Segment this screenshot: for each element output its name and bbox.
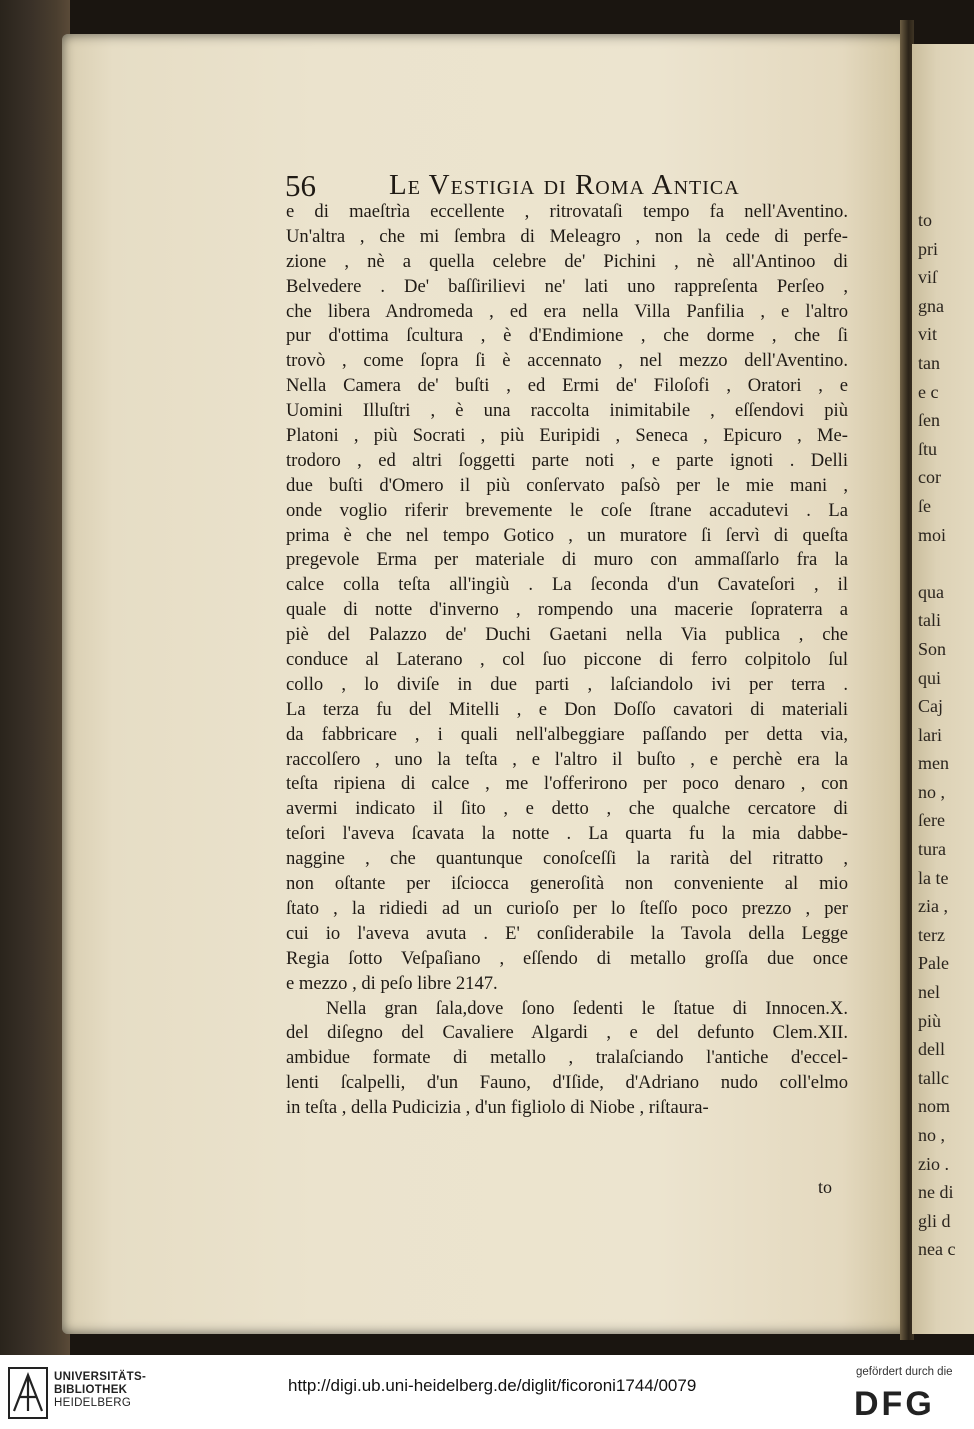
right-page-fragment: ne di: [918, 1182, 954, 1203]
text-line: raccolſero , uno la teſta , e l'altro il buſto , e perchè era la: [286, 748, 848, 770]
right-page-fragment: viſ: [918, 267, 938, 288]
dfg-logo: DFG: [854, 1385, 935, 1423]
text-line: collo , lo diviſe in due parti , laſciandolo ivi per terra .: [286, 673, 848, 695]
institution-line-1: UNIVERSITÄTS-: [54, 1371, 147, 1383]
right-page-fragment: gli d: [918, 1210, 951, 1231]
book-binding: [0, 0, 70, 1355]
right-page-fragment: ſtu: [918, 438, 938, 459]
right-page-fragment: gna: [918, 295, 944, 316]
text-line: prima è che nel tempo Gotico , un muratore ſi ſervì di queſta: [286, 524, 848, 546]
text-line: Nella gran ſala,dove ſono ſedenti le ſtatue di Innocen.X.: [326, 997, 848, 1019]
right-page-fragment: nel: [918, 982, 940, 1003]
right-page-fragment: [918, 549, 974, 578]
right-page-fragment: ſere: [918, 810, 945, 831]
institution-name: [54, 1371, 146, 1410]
right-page-fragment: ſe: [918, 495, 931, 516]
text-line: Uomini Illuſtri , è una raccolta inimitabile , eſſendovi più: [286, 400, 848, 422]
text-line: non oſtante per iſciocca generoſità non conveniente al mio: [286, 873, 848, 895]
text-line: naggine , che quantunque conoſceſſi la rarità del ritratto ,: [286, 848, 848, 870]
right-page-text: [918, 206, 974, 1264]
right-page-fragment: to: [918, 210, 933, 230]
right-page-fragment: più: [918, 1010, 942, 1031]
text-line: ſtato , la ridiedi ad un curioſo per lo ſteſſo poco prezzo , per: [286, 897, 848, 919]
text-line: pur d'ottima ſcultura , è d'Endimione , che dorme , che ſi: [286, 325, 848, 347]
text-line: trodoro , ed altri ſoggetti parte noti , e parte ignoti . Delli: [286, 449, 848, 471]
text-line: avermi indicato il ſito , e detto , che qualche cercatore di: [286, 798, 848, 820]
right-page-fragment: Caj: [918, 696, 943, 717]
text-line: da fabbricare , i quali nell'albeggiare paſſando per detta via,: [286, 723, 848, 745]
right-page-fragment: men: [918, 753, 949, 774]
right-page-fragment: moi: [918, 524, 947, 545]
funded-by-label: gefördert durch die: [856, 1366, 953, 1378]
right-page-fragment: pri: [918, 238, 938, 259]
text-line: La terza fu del Mitelli , e Don Doſſo cavatori di materiali: [286, 698, 848, 720]
right-page-fragment: nea c: [918, 1239, 956, 1260]
right-page-fragment: vit: [918, 324, 938, 345]
institution-line-3: HEIDELBERG: [54, 1397, 132, 1409]
right-page-fragment: ſen: [918, 410, 940, 431]
right-page-fragment: qua: [918, 581, 944, 602]
text-line: Belvedere . De' baſſirilievi ne' lati uno rappreſenta Perſeo ,: [286, 275, 848, 297]
text-line: ambidue formate di metallo , tralaſciando l'antiche d'eccel-: [286, 1047, 848, 1069]
running-title: Le Vestigia di Roma Antica: [389, 169, 740, 201]
text-line: teſori l'aveva ſcavata la notte . La quarta fu la mia dabbe-: [286, 823, 848, 845]
right-page-fragment: nom: [918, 1096, 951, 1117]
text-line: lenti ſcalpelli, d'un Fauno, d'Iſide, d'Adriano nudo coll'elmo: [286, 1072, 848, 1094]
text-line: quale di notte d'inverno , rompendo una macerie ſopraterra a: [286, 599, 848, 621]
text-line: calce colla teſta all'ingiù . La ſeconda d'un Cavateſori , il: [286, 574, 848, 596]
text-line: pregevole Erma per materiale di muro con ammaſſarlo fra la: [286, 549, 848, 571]
institution-line-2: BIBLIOTHEK: [54, 1384, 128, 1396]
right-page-fragment: qui: [918, 667, 942, 688]
right-page-fragment: lari: [918, 724, 942, 745]
right-page-fragment: zia ,: [918, 896, 948, 917]
catchword: to: [818, 1177, 833, 1197]
text-line: che libera Andromeda , ed era nella Villa Panfilia , e l'altro: [286, 300, 848, 322]
right-page-fragment: cor: [918, 467, 941, 488]
text-line: Regia ſotto Veſpaſiano , eſſendo di metallo groſſa due once: [286, 947, 848, 969]
right-page-fragment: terz: [918, 924, 945, 945]
right-page-fragment: la te: [918, 867, 949, 888]
right-page-edge: [912, 44, 974, 1334]
text-line: conduce al Laterano , col ſuo piccone di ferro colpitolo ſul: [286, 649, 848, 671]
page-number: 56: [285, 168, 316, 203]
document-url[interactable]: http://digi.ub.uni-heidelberg.de/diglit/ficoroni1744/0079: [288, 1376, 697, 1395]
text-line: piè del Palazzo de' Duchi Gaetani nella Via publica , che: [286, 624, 848, 646]
text-line: trovò , come ſopra ſi è accennato , nel mezzo dell'Aventino.: [286, 350, 848, 372]
right-page-fragment: e c: [918, 381, 939, 402]
text-line: Un'altra , che mi ſembra di Meleagro , non la cede di perfe-: [286, 225, 848, 247]
text-line: teſta ripiena di calce , me l'offerirono per poco denaro , con: [286, 773, 848, 795]
text-line: del diſegno del Cavaliere Algardi , e del defunto Clem.XII.: [286, 1022, 848, 1044]
text-line: e mezzo , di peſo libre 2147.: [286, 972, 498, 994]
viewer-footer: [0, 1355, 974, 1429]
text-line: cui io l'aveva avuta . E' conſiderabile la Tavola della Legge: [286, 922, 848, 944]
right-page-fragment: no ,: [918, 781, 945, 802]
right-page-fragment: tallc: [918, 1067, 949, 1088]
text-line: Nella Camera de' buſti , ed Ermi de' Filoſofi , Oratori , e: [286, 375, 848, 397]
right-page-fragment: zio .: [918, 1153, 949, 1174]
right-page-fragment: no ,: [918, 1125, 945, 1145]
right-page-fragment: tali: [918, 610, 941, 631]
text-line: zione , nè a quella celebre de' Pichini , nè all'Antinoo di: [286, 250, 848, 272]
right-page-fragment: Pale: [918, 953, 949, 974]
text-line: e di maeſtrìa eccellente , ritrovataſi tempo fa nell'Aventino.: [286, 201, 848, 222]
right-page-fragment: dell: [918, 1039, 945, 1060]
right-page-fragment: tan: [918, 352, 940, 373]
right-page-fragment: tura: [918, 839, 946, 860]
right-page-fragment: Son: [918, 638, 947, 659]
text-line: onde voglio riferir brevemente le coſe ſtrane accadutevi . La: [286, 499, 848, 521]
text-line: in teſta , della Pudicizia , d'un figliolo di Niobe , riſtaura-: [286, 1097, 709, 1119]
university-logo-icon: [8, 1367, 48, 1419]
text-line: due buſti d'Omero il più conſervato paſsò per le mie mani ,: [286, 474, 848, 496]
body-text: [286, 200, 848, 1121]
text-line: Platoni , più Socrati , più Euripidi , Seneca , Epicuro , Me-: [286, 425, 848, 447]
